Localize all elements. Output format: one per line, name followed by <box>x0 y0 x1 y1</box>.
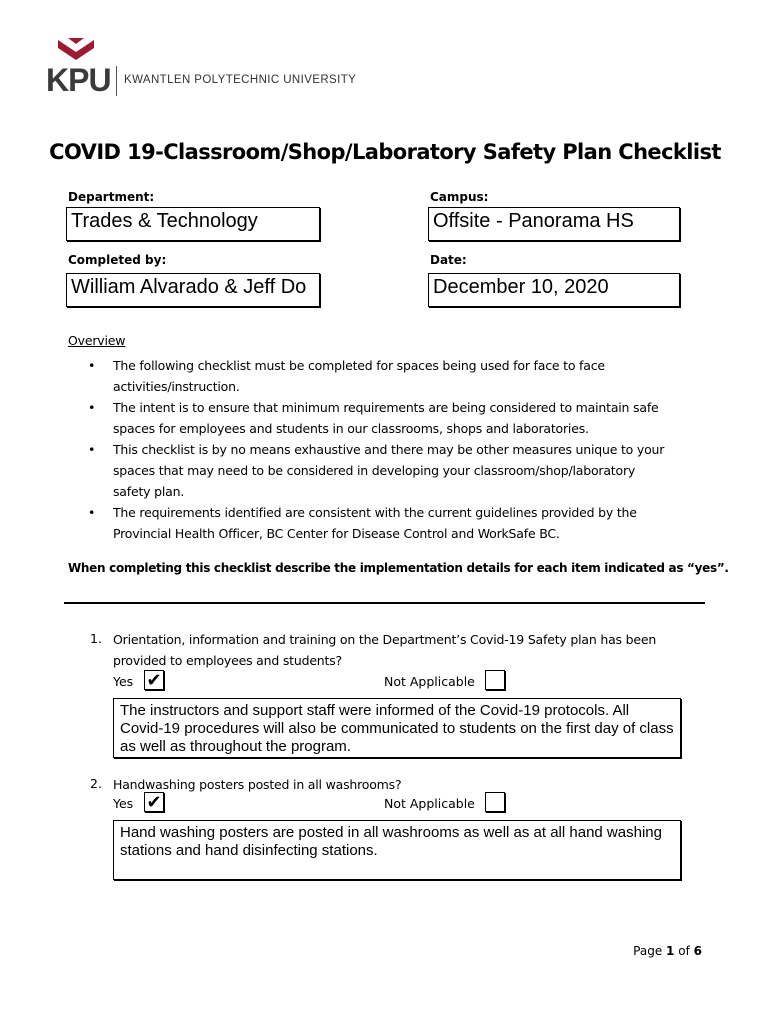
question-1-na-label: Not Applicable <box>384 674 475 689</box>
question-2-number: 2. <box>90 776 102 791</box>
question-1-text: Orientation, information and training on the Department’s Covid-19 Safety plan has been provided to employees and students? <box>113 632 657 668</box>
department-label: Department: <box>68 190 155 204</box>
question-1-number: 1. <box>90 631 102 646</box>
university-name: KWANTLEN POLYTECHNIC UNIVERSITY <box>124 74 357 86</box>
completed-by-field[interactable]: William Alvarado & Jeff Do <box>66 273 320 307</box>
kpu-logo-icon <box>56 38 96 62</box>
campus-label: Campus: <box>430 190 489 204</box>
campus-field[interactable]: Offsite - Panorama HS <box>428 207 680 241</box>
question-1-yes-label: Yes <box>113 674 134 689</box>
instruction-text: When completing this checklist describe the implementation details for each item indicated as “yes”. <box>68 561 729 575</box>
list-item: • This checklist is by no means exhaustive and there may be other measures unique to your spaces that may need to be considered in developing your classroom/shop/laboratory safety plan. <box>68 439 668 502</box>
question-2-yes-label: Yes <box>113 796 134 811</box>
page-title: COVID 19-Classroom/Shop/Laboratory Safety Plan Checklist <box>49 140 721 164</box>
current-page: 1 <box>666 944 675 958</box>
question-2-na-label: Not Applicable <box>384 796 475 811</box>
question-2-text: Handwashing posters posted in all washrooms? <box>113 777 402 792</box>
question-1-na-checkbox[interactable] <box>485 670 505 690</box>
completed-by-label: Completed by: <box>68 253 167 267</box>
question-1-yes-checkbox[interactable]: ✔ <box>144 670 164 690</box>
question-2-answer[interactable]: Hand washing posters are posted in all washrooms as well as at all hand washing stations and hand disinfecting stations. <box>113 820 681 880</box>
department-field[interactable]: Trades & Technology <box>66 207 320 241</box>
list-item: • The following checklist must be completed for spaces being used for face to face activities/instruction. <box>68 355 668 397</box>
list-item: • The intent is to ensure that minimum requirements are being considered to maintain safe spaces for employees and students in our classrooms, shops and laboratories. <box>68 397 668 439</box>
date-label: Date: <box>430 253 467 267</box>
page-number <box>633 944 702 958</box>
logo-divider <box>116 66 117 96</box>
question-1-answer[interactable]: The instructors and support staff were informed of the Covid-19 protocols. All Covid-19 procedures will also be communicated to students on the first day of class as well as throughout the program. <box>113 698 681 758</box>
page-word: Page <box>633 944 663 958</box>
overview-list <box>68 355 668 544</box>
date-field[interactable]: December 10, 2020 <box>428 273 680 307</box>
logo-text: KPU <box>46 62 111 98</box>
list-item: • The requirements identified are consistent with the current guidelines provided by the Provincial Health Officer, BC Center for Disease Control and WorkSafe BC. <box>68 502 668 544</box>
question-2-na-checkbox[interactable] <box>485 792 505 812</box>
question-2-yes-checkbox[interactable]: ✔ <box>144 792 164 812</box>
total-pages: 6 <box>693 944 702 958</box>
section-divider <box>64 602 705 604</box>
of-word: of <box>678 944 690 958</box>
overview-heading: Overview <box>68 333 126 348</box>
